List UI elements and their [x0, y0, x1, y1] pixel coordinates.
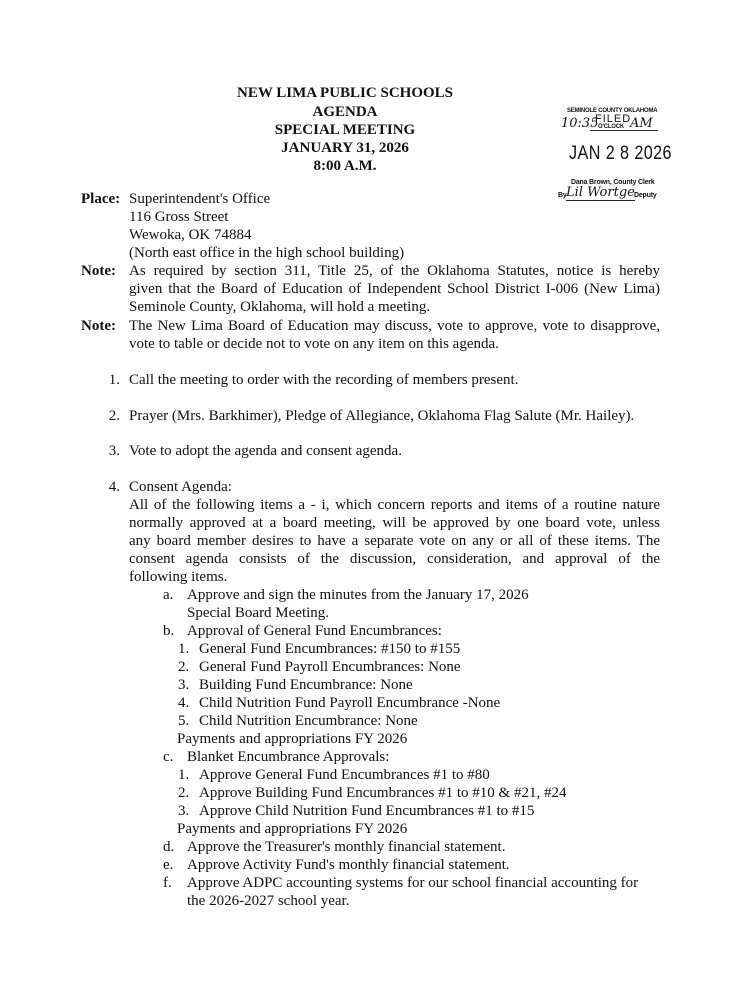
note-line: Seminole County, Oklahoma, will hold a meeting.: [129, 299, 431, 315]
place-line: (North east office in the high school building): [129, 245, 405, 261]
encumbrance-number: 1.: [178, 767, 190, 783]
agenda-item-number: 2.: [108, 408, 120, 424]
consent-item-letter: c.: [163, 749, 174, 765]
stamp-signature: Lil Wortge: [566, 185, 635, 200]
encumbrance-number: 2.: [178, 659, 190, 675]
encumbrance-text: General Fund Encumbrances: #150 to #155: [199, 641, 461, 657]
stamp-ampm: AM: [630, 116, 653, 131]
note-label: Note:: [81, 263, 116, 279]
agenda-item-text: Call the meeting to order with the recording of members present.: [129, 372, 519, 388]
consent-item-letter: f.: [163, 875, 172, 891]
place-line: Superintendent's Office: [129, 191, 271, 207]
agenda-item-number: 3.: [108, 443, 120, 459]
encumbrance-text: Approve General Fund Encumbrances #1 to #80: [199, 767, 490, 783]
consent-item-text: Approval of General Fund Encumbrances:: [187, 623, 442, 639]
consent-line: consent agenda consists of the discussion, consideration, and approval of the: [129, 551, 660, 567]
stamp-by: By: [558, 192, 567, 199]
stamp-oclock: O'CLOCK: [598, 124, 625, 130]
consent-item-letter: a.: [163, 587, 174, 603]
encumbrance-number: 3.: [178, 803, 190, 819]
encumbrance-number: 4.: [178, 695, 190, 711]
agenda-item-text: Consent Agenda:: [129, 479, 232, 495]
encumbrance-text: Building Fund Encumbrance: None: [199, 677, 413, 693]
payments-footer: Payments and appropriations FY 2026: [177, 731, 408, 747]
stamp-deputy: Deputy: [634, 192, 657, 199]
encumbrance-number: 3.: [178, 677, 190, 693]
place-line: Wewoka, OK 74884: [129, 227, 252, 243]
encumbrance-text: Child Nutrition Encumbrance: None: [199, 713, 418, 729]
encumbrance-text: Approve Child Nutrition Fund Encumbrances #1 to #15: [199, 803, 535, 819]
title-line-date: JANUARY 31, 2026: [281, 140, 409, 156]
agenda-item-text: Vote to adopt the agenda and consent agenda.: [129, 443, 402, 459]
consent-item-text: Approve the Treasurer's monthly financial statement.: [187, 839, 506, 855]
encumbrance-number: 2.: [178, 785, 190, 801]
title-line-meeting: SPECIAL MEETING: [274, 122, 416, 138]
consent-item-letter: b.: [163, 623, 175, 639]
stamp-time: 10:35: [561, 116, 599, 131]
consent-item-text: Approve ADPC accounting systems for our school financial accounting for: [187, 875, 639, 891]
stamp-time-rule: [590, 130, 658, 131]
place-line: 116 Gross Street: [129, 209, 229, 225]
note-line: As required by section 311, Title 25, of the Oklahoma Statutes, notice is hereby: [129, 263, 660, 279]
payments-footer: Payments and appropriations FY 2026: [177, 821, 408, 837]
agenda-item-number: 4.: [108, 479, 120, 495]
stamp-county: SEMINOLE COUNTY OKLAHOMA: [567, 108, 658, 114]
encumbrance-number: 5.: [178, 713, 190, 729]
consent-line: All of the following items a - i, which concern reports and items of a routine nature: [129, 497, 660, 513]
title-line-agenda: AGENDA: [312, 104, 378, 120]
consent-item-text: Blanket Encumbrance Approvals:: [187, 749, 390, 765]
note-line: vote to table or decide not to vote on any item on this agenda.: [129, 336, 499, 352]
title-line-time: 8:00 A.M.: [313, 158, 377, 174]
consent-item-text: Approve Activity Fund's monthly financial statement.: [187, 857, 510, 873]
consent-item-letter: e.: [163, 857, 174, 873]
agenda-item-number: 1.: [108, 372, 120, 388]
encumbrance-text: Approve Building Fund Encumbrances #1 to #10 & #21, #24: [199, 785, 567, 801]
consent-item-text: Approve and sign the minutes from the January 17, 2026: [187, 587, 529, 603]
stamp-clerk: Dana Brown, County Clerk: [571, 179, 655, 186]
encumbrance-number: 1.: [178, 641, 190, 657]
encumbrance-text: General Fund Payroll Encumbrances: None: [199, 659, 461, 675]
title-line-school: NEW LIMA PUBLIC SCHOOLS: [236, 85, 454, 101]
place-label: Place:: [81, 191, 121, 207]
stamp-filed: FILED: [595, 113, 632, 125]
stamp-date: JAN 2 8 2026: [569, 143, 672, 164]
note-line: The New Lima Board of Education may discuss, vote to approve, vote to disapprove,: [129, 318, 660, 334]
consent-item-letter: d.: [163, 839, 175, 855]
note-label: Note:: [81, 318, 116, 334]
consent-item-text: Special Board Meeting.: [187, 605, 330, 621]
consent-line: following items.: [129, 569, 228, 585]
consent-line: any board member desires to have a separate vote on any or all of these items. The: [129, 533, 660, 549]
encumbrance-text: Child Nutrition Fund Payroll Encumbrance -None: [199, 695, 501, 711]
consent-line: normally approved at a board meeting, will be approved by one board vote, unless: [129, 515, 660, 531]
agenda-item-text: Prayer (Mrs. Barkhimer), Pledge of Allegiance, Oklahoma Flag Salute (Mr. Hailey).: [129, 408, 635, 424]
note-line: given that the Board of Education of Independent School District I-006 (New Lima): [129, 281, 660, 297]
consent-item-text: the 2026-2027 school year.: [187, 893, 350, 909]
